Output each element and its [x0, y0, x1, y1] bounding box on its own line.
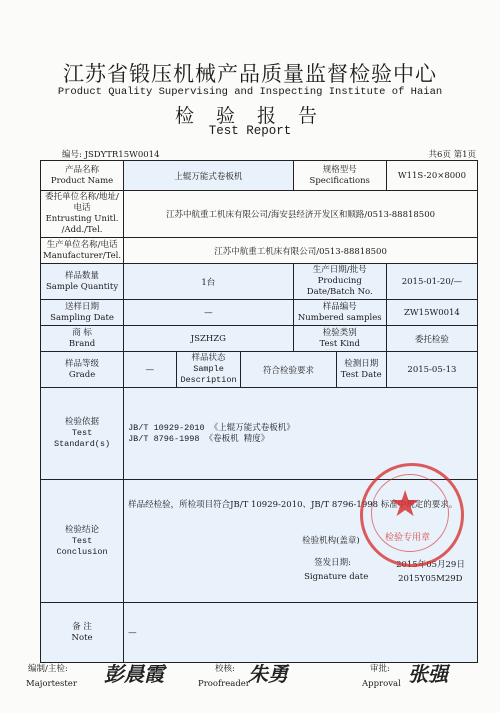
sample-state-label: 样品状态 Sample Description: [176, 352, 241, 388]
brand-label: 商 标 Brand: [41, 326, 124, 352]
sample-state-value: 符合检验要求: [241, 352, 336, 388]
producing-date-label: 生产日期/批号 Producing Date/Batch No.: [293, 264, 386, 300]
manufacturer-value: 江苏中航重工机床有限公司/0513-88818500: [124, 238, 478, 264]
report-serial: 编号: JSDYTR15W0014: [62, 150, 160, 160]
grade-label: 样品等级 Grade: [41, 352, 124, 388]
test-basis-label: 检验依据 Test Standard(s): [41, 388, 124, 480]
product-name-label: 产品名称 Product Name: [41, 161, 124, 191]
report-title-cn: 检 验 报 告: [174, 105, 326, 127]
sample-number-value: ZW15W0014: [386, 300, 477, 326]
majortester-signature: 彭晨霞: [104, 662, 164, 686]
stamp-date-cn: 2015年05月29日: [396, 560, 465, 570]
row-entrust: [41, 191, 478, 238]
product-name-value: 上辊万能式卷板机: [124, 161, 294, 191]
approval-signature: 张强: [408, 662, 448, 686]
conclusion-label: 检验结论 Test Conclusion: [41, 480, 124, 603]
standard-2: JB/T 8796-1998 《卷板机 精度》: [128, 433, 270, 444]
approval-label-en: Approval: [362, 679, 401, 689]
test-kind-label: 检验类别 Test Kind: [293, 326, 386, 352]
sampling-date-label: 送样日期 Sampling Date: [41, 300, 124, 326]
red-seal-stamp: [360, 463, 464, 567]
quantity-label: 样品数量 Sample Quantity: [41, 264, 124, 300]
standard-1: JB/T 10929-2010 《上辊万能式卷板机》: [128, 422, 295, 433]
issue-date-cn: 签发日期:: [314, 558, 351, 568]
row-product: [41, 161, 478, 191]
remark-label: 备 注 Note: [41, 603, 124, 663]
brand-value: JSZHZG: [124, 326, 294, 352]
approval-label-cn: 审批:: [370, 664, 390, 674]
sampling-date-value: —: [124, 300, 294, 326]
institute-title-en: Product Quality Supervising and Inspecting Institute of Haian: [57, 86, 443, 98]
remark-value: —: [124, 603, 478, 663]
spec-label: 规格型号 Specifications: [293, 161, 386, 191]
institute-title-cn: 江苏省锻压机械产品质量监督检验中心: [63, 62, 437, 86]
report-title-en: Test Report: [208, 124, 292, 138]
test-date-label: 检测日期 Test Date: [336, 352, 386, 388]
spec-value: W11S-20×8000: [386, 161, 477, 191]
manufacturer-label: 生产单位名称/电话 Manufacturer/Tel.: [41, 238, 124, 264]
test-kind-value: 委托检验: [386, 326, 477, 352]
star-icon: ★: [389, 484, 422, 525]
sample-number-label: 样品编号 Numbered samples: [293, 300, 386, 326]
proofreader-label-en: Proofreader: [198, 679, 250, 689]
row-remark: [41, 603, 478, 663]
issue-date-en: Signature date: [304, 572, 369, 582]
entrust-label: 委托单位名称/地址/电话 Entrusting Unitl. /Add./Tel.: [41, 191, 124, 238]
conclusion-text: 样品经检验，所检项目符合JB/T 10929-2010、JB/T 8796-1998 标准中规定的要求。: [128, 500, 458, 510]
stamp-text: 检验专用章: [385, 533, 431, 543]
quantity-value: 1台: [124, 264, 294, 300]
majortester-label-cn: 编制/主检:: [28, 664, 68, 674]
row-manufacturer: [41, 238, 478, 264]
report-table: [40, 160, 478, 663]
row-brand: [41, 326, 478, 352]
page-indicator: 共6页 第1页: [428, 150, 476, 160]
proofreader-label-cn: 校核:: [215, 664, 235, 674]
producing-date-value: 2015-01-20/—: [386, 264, 477, 300]
proofreader-signature: 朱勇: [248, 662, 288, 686]
inspection-org: 检验机构(盖章): [302, 536, 360, 546]
row-sampling: [41, 300, 478, 326]
test-date-value: 2015-05-13: [386, 352, 477, 388]
grade-value: —: [124, 352, 177, 388]
row-grade: [41, 352, 478, 388]
row-quantity: [41, 264, 478, 300]
stamp-date-en: 2015Y05M29D: [398, 574, 463, 584]
majortester-label-en: Majortester: [26, 679, 77, 689]
entrust-value: 江苏中航重工机床有限公司/海安县经济开发区和顺路/0513-88818500: [124, 191, 478, 238]
